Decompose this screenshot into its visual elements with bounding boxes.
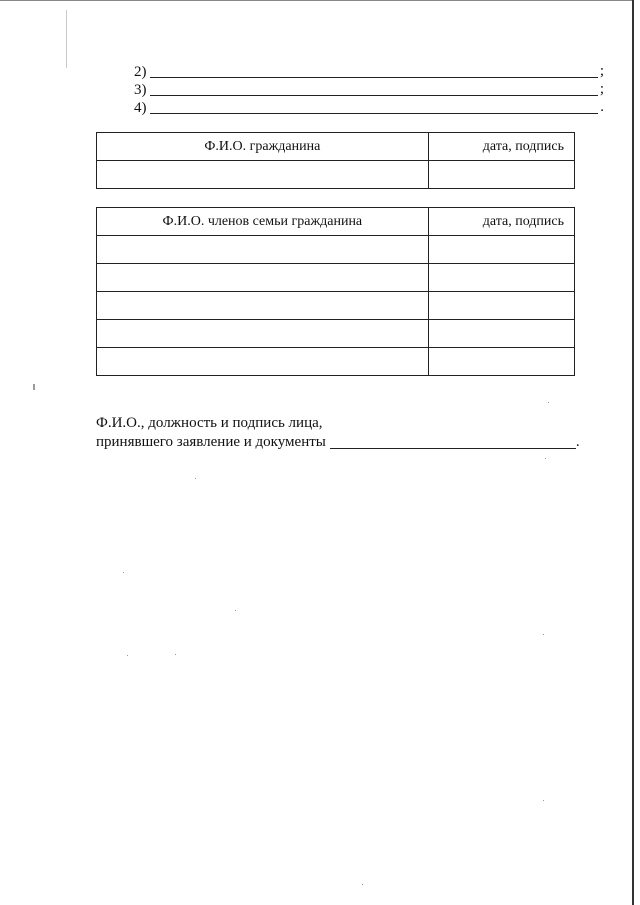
signature-cell[interactable] bbox=[428, 348, 574, 376]
line-number: 4) bbox=[134, 100, 147, 116]
name-cell[interactable] bbox=[97, 236, 429, 264]
signature-caption-text: принявшего заявление и документы bbox=[96, 434, 326, 450]
scan-mark bbox=[543, 800, 544, 801]
scan-mark bbox=[127, 655, 128, 656]
blank-rule bbox=[150, 113, 598, 114]
numbered-line-3[interactable] bbox=[120, 81, 610, 99]
signature-cell[interactable] bbox=[428, 320, 574, 348]
scan-mark bbox=[235, 610, 236, 611]
numbered-line-2[interactable] bbox=[120, 63, 610, 81]
signature-caption-line2 bbox=[96, 433, 596, 452]
numbered-line-4[interactable] bbox=[120, 99, 610, 117]
column-header-date: дата, подпись bbox=[428, 208, 574, 236]
table-row bbox=[97, 161, 575, 189]
scan-mark bbox=[543, 634, 544, 635]
column-header-name: Ф.И.О. членов семьи гражданина bbox=[97, 208, 429, 236]
table-row bbox=[97, 236, 575, 264]
signature-caption-line1: Ф.И.О., должность и подпись лица, bbox=[96, 415, 323, 431]
signature-cell[interactable] bbox=[428, 161, 574, 189]
blank-rule bbox=[150, 95, 598, 96]
table-row bbox=[97, 320, 575, 348]
name-cell[interactable] bbox=[97, 348, 429, 376]
page-top-edge bbox=[0, 0, 634, 1]
scan-mark bbox=[362, 884, 363, 885]
name-cell[interactable] bbox=[97, 292, 429, 320]
table-row bbox=[97, 348, 575, 376]
column-header-name: Ф.И.О. гражданина bbox=[97, 133, 429, 161]
scan-mark bbox=[66, 10, 67, 68]
family-members-table bbox=[96, 207, 575, 376]
signature-cell[interactable] bbox=[428, 292, 574, 320]
line-end-punctuation: ; bbox=[599, 63, 604, 79]
citizen-table bbox=[96, 132, 575, 189]
scan-mark bbox=[175, 654, 176, 655]
column-header-date: дата, подпись bbox=[428, 133, 574, 161]
signature-cell[interactable] bbox=[428, 236, 574, 264]
line-end-punctuation: . bbox=[600, 99, 604, 115]
table-row bbox=[97, 292, 575, 320]
table-header-row bbox=[97, 208, 575, 236]
scan-mark bbox=[545, 458, 546, 459]
acceptor-signature-block bbox=[96, 414, 596, 452]
signature-end-punctuation: . bbox=[575, 434, 580, 450]
name-cell[interactable] bbox=[97, 161, 429, 189]
scan-mark bbox=[548, 402, 549, 403]
page-right-edge bbox=[632, 0, 634, 905]
scan-mark bbox=[123, 572, 124, 573]
blank-rule bbox=[150, 77, 598, 78]
scan-mark bbox=[195, 478, 196, 479]
line-end-punctuation: ; bbox=[599, 81, 604, 97]
line-number: 3) bbox=[134, 82, 147, 98]
line-number: 2) bbox=[134, 64, 147, 80]
signature-cell[interactable] bbox=[428, 264, 574, 292]
table-row bbox=[97, 264, 575, 292]
signature-blank-field[interactable] bbox=[330, 448, 576, 449]
scan-mark bbox=[33, 384, 35, 390]
name-cell[interactable] bbox=[97, 320, 429, 348]
name-cell[interactable] bbox=[97, 264, 429, 292]
table-header-row bbox=[97, 133, 575, 161]
